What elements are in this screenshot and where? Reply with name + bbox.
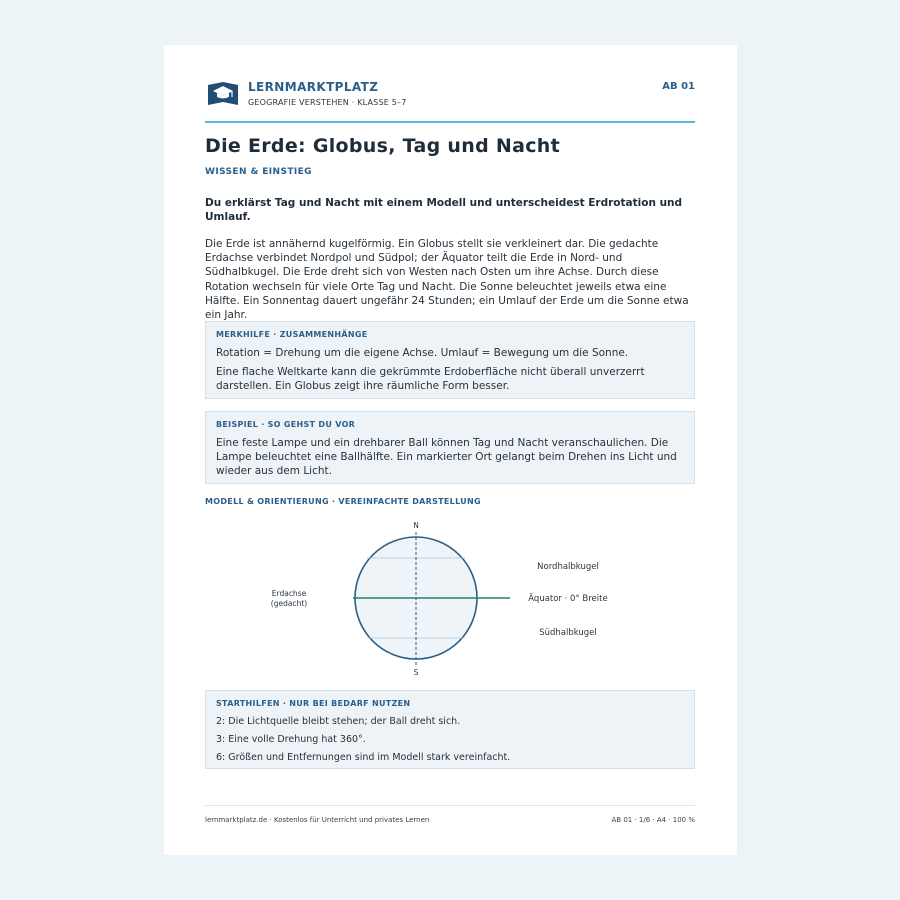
footer-page-info: AB 01 · 1/6 · A4 · 100 %	[611, 816, 695, 824]
south-hemisphere-label: Südhalbkugel	[539, 628, 597, 638]
starthilfe-item: 2: Die Lichtquelle bleibt stehen; der Ball dreht sich.	[216, 716, 461, 727]
equator-label: Äquator · 0° Breite	[528, 594, 608, 604]
merkhilfe-line-2: Eine flache Weltkarte kann die gekrümmte Erdoberfläche nicht überall unverzerrt darstellen. Ein Globus zeigt ihre räumliche Form besser.	[216, 366, 645, 392]
page-title: Die Erde: Globus, Tag und Nacht	[205, 135, 560, 157]
brand-name: LERNMARKTPLATZ	[248, 80, 379, 94]
south-label: S	[413, 668, 419, 677]
axis-label-line-1: Erdachse	[271, 589, 307, 598]
figure-label: MODELL & ORIENTIERUNG · VEREINFACHTE DARSTELLUNG	[205, 497, 481, 506]
merkhilfe-line-1: Rotation = Drehung um die eigene Achse. Umlauf = Bewegung um die Sonne.	[216, 347, 629, 359]
north-hemisphere-label: Nordhalbkugel	[537, 562, 599, 572]
section-kicker: WISSEN & EINSTIEG	[205, 167, 312, 177]
globe-diagram	[205, 515, 695, 685]
north-label: N	[413, 521, 419, 530]
beispiel-text: Eine feste Lampe und ein drehbarer Ball können Tag und Nacht veranschaulichen. Die Lampe beleuchtet eine Ballhälfte. Ein markierter Ort gelangt beim Drehen ins Licht und wieder aus dem Licht.	[216, 437, 677, 477]
footer-source: lernmarktplatz.de · Kostenlos für Unterricht und privates Lernen	[205, 816, 430, 824]
merkhilfe-box	[205, 321, 695, 399]
intro-paragraph: Die Erde ist annähernd kugelförmig. Ein Globus stellt sie verkleinert dar. Die gedachte Erdachse verbindet Nordpol und Südpol; der Äquator teilt die Erde in Nord- und Südhalbkugel. Die Erde dreht sich von Westen nach Osten um ihre Achse. Durch diese Rotation wechseln für viele Orte Tag und Nacht. Die Sonne beleuchtet jeweils etwa eine Hälfte. Ein Sonnentag dauert ungefähr 24 Stunden; ein Umlauf der Erde um die Sonne etwa ein Jahr.	[205, 238, 689, 322]
header-divider	[205, 121, 695, 123]
starthilfe-item: 6: Größen und Entfernungen sind im Modell stark vereinfacht.	[216, 752, 511, 763]
merkhilfe-label: MERKHILFE · ZUSAMMENHÄNGE	[216, 330, 368, 339]
beispiel-box	[205, 411, 695, 484]
worksheet-content	[205, 45, 695, 855]
learning-goal: Du erklärst Tag und Nacht mit einem Modell und unterscheidest Erdrotation und Umlauf.	[205, 197, 683, 223]
beispiel-label: BEISPIEL · SO GEHST DU VOR	[216, 420, 356, 429]
starthilfe-item: 3: Eine volle Drehung hat 360°.	[216, 734, 366, 745]
brand-subtitle: GEOGRAFIE VERSTEHEN · KLASSE 5–7	[248, 98, 407, 107]
graduation-cap-book-icon	[207, 81, 239, 107]
starthilfen-label: STARTHILFEN · NUR BEI BEDARF NUTZEN	[216, 699, 411, 708]
worksheet-page	[164, 45, 737, 855]
sheet-id: AB 01	[662, 81, 695, 92]
starthilfen-box	[205, 690, 695, 769]
footer-divider	[205, 805, 695, 806]
axis-label-line-2: (gedacht)	[270, 599, 308, 608]
